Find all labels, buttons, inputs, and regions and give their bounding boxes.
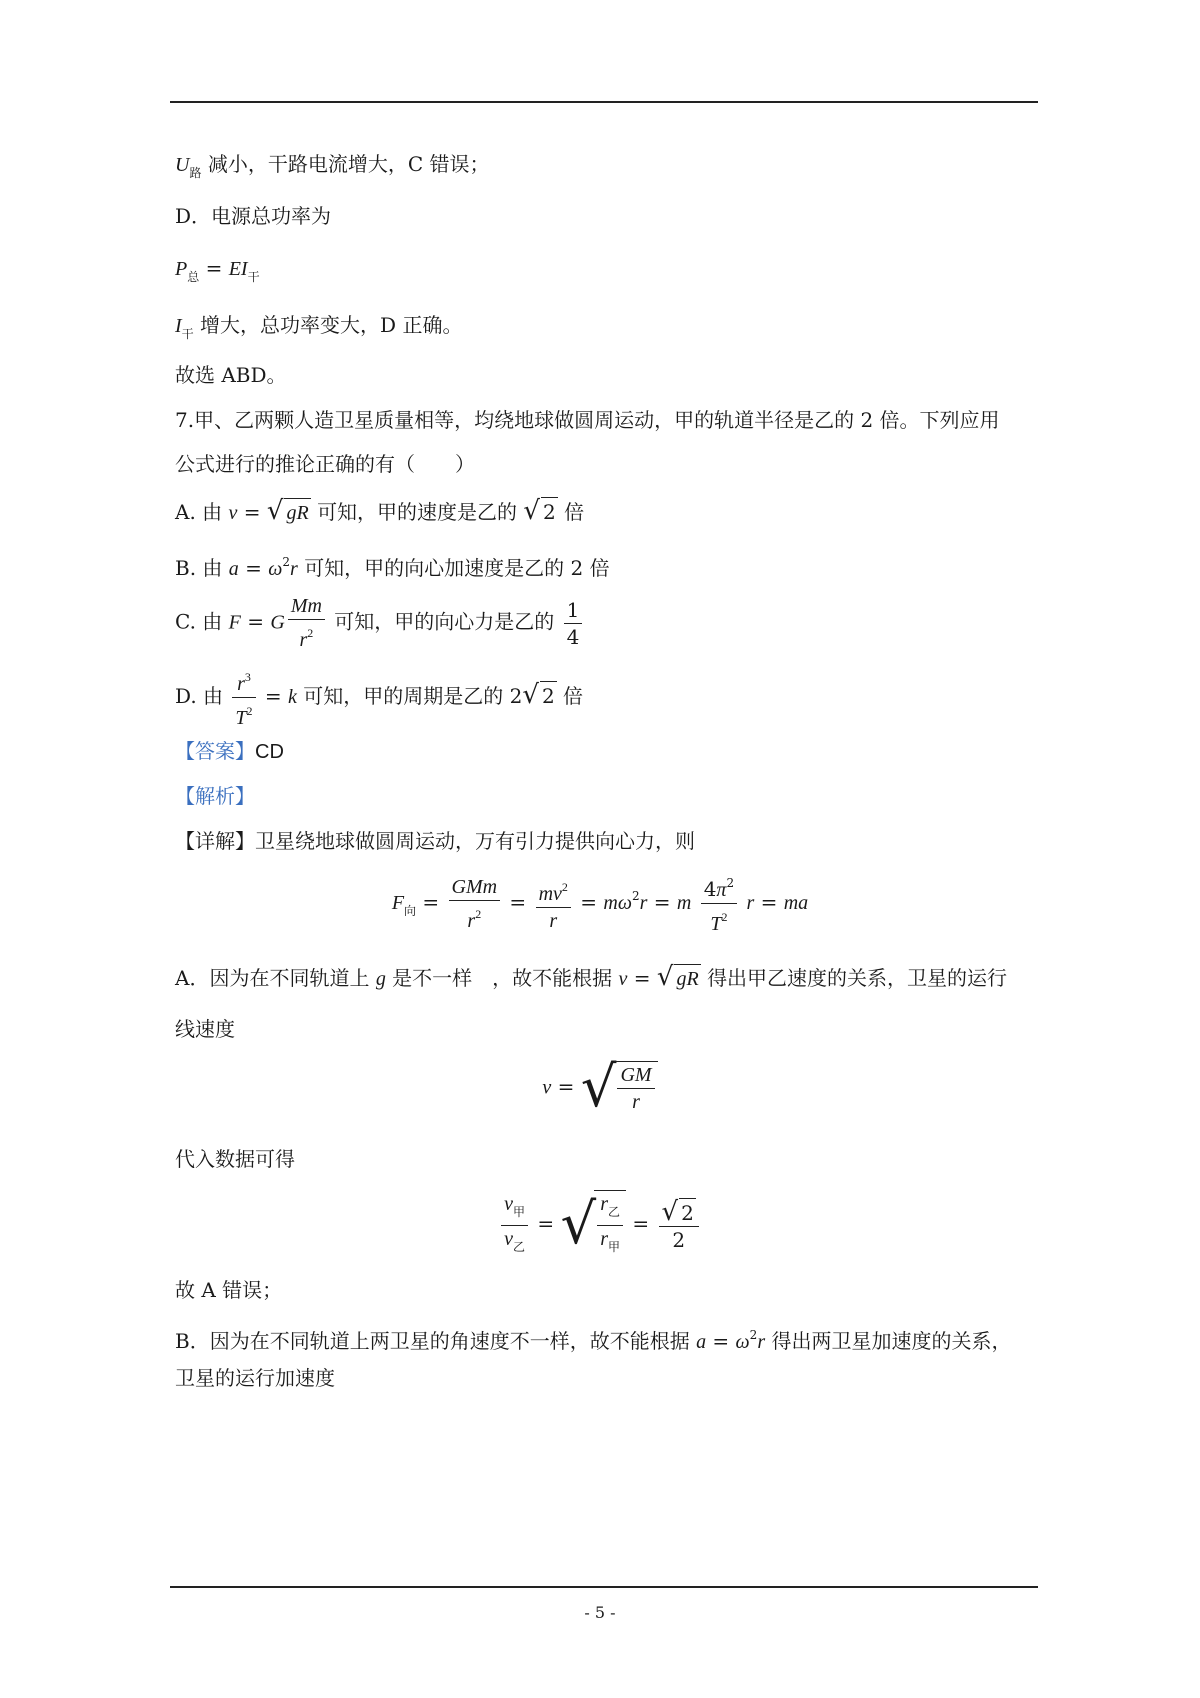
centripetal-force-formula: $F_向$ = $\frac{\text{GMm}}{r^2}$ = $\frac{mv^2}{r}$ = $m\omega^2r = m$ $\frac{4\pi^2}{T^2}$ r = ma: [0, 870, 1200, 937]
answer-line: [175, 739, 284, 764]
option-label: B. 由: [175, 556, 223, 580]
text: 减小，干路电流增大，C 错误；: [207, 152, 490, 176]
text: 7.甲、乙两颗人造卫星质量相等，均绕地球做圆周运动，甲的轨道半径是乙的 2 倍。下列应用: [175, 408, 1000, 432]
answer-value: CD: [255, 741, 284, 763]
math-p-total: $P_总$: [175, 258, 200, 284]
detail-line: [175, 829, 695, 853]
d-formula-line: $P_总 = EI_干$: [175, 256, 260, 284]
text: 故选 ABD。: [175, 363, 287, 387]
q7-stem-line-1: [175, 408, 1000, 432]
analysis-line: [175, 784, 255, 808]
option-d: D. 由 $\frac{r^3}{T^2}$ = k 可知，甲的周期是乙的 2√ 2 倍: [175, 664, 583, 731]
page-number: - 5 -: [584, 1603, 616, 1622]
d-conclusion-line: [175, 313, 462, 346]
math-i-main: $I_干$: [175, 315, 194, 341]
a-analysis-line-2: 线速度: [175, 1017, 235, 1041]
text: 【详解】卫星绕地球做圆周运动，万有引力提供向心力，则: [175, 829, 695, 853]
text: 增大，总功率变大，D 正确。: [200, 313, 463, 337]
prev-answer-line: [175, 363, 287, 387]
option-label: C. 由: [175, 609, 223, 634]
a-analysis-line-1: A．因为在不同轨道上 g 是不一样 ，故不能根据 v = √ gR 得出甲乙速度的关系，卫星的运行: [175, 962, 1008, 992]
option-c: C. 由 F = G $\frac{Mm}{r^2}$ 可知，甲的向心力是乙的 $\frac{1}{4}$: [175, 593, 585, 653]
velocity-ratio-formula: $\frac{v_甲}{v_乙}$ = √ $\frac{r_乙}{r_甲}$ = $\frac{√ 2}{2}$: [0, 1190, 1200, 1260]
option-label: A. 由: [175, 500, 223, 524]
c-conclusion-line: [175, 152, 490, 185]
linear-velocity-formula: v = √ $\frac{GM}{r}$: [0, 1060, 1200, 1116]
substitute-line: 代入数据可得: [175, 1147, 295, 1171]
math-u-road: $U_路$: [175, 154, 202, 180]
option-b: B. 由 $a = \omega^2r$ 可知，甲的向心加速度是乙的 2 倍: [175, 555, 610, 580]
text: 公式进行的推论正确的有（ ）: [175, 452, 475, 476]
analysis-tag: 【解析】: [175, 784, 255, 808]
b-analysis-line-2: 卫星的运行加速度: [175, 1366, 335, 1390]
option-label: D. 由: [175, 684, 224, 708]
footer-rule: [170, 1586, 1038, 1588]
answer-tag: 【答案】: [175, 739, 255, 763]
header-rule: [170, 101, 1038, 103]
text: D．电源总功率为: [175, 204, 332, 228]
option-a: A. 由 v = √ gR 可知，甲的速度是乙的 √ 2 倍: [175, 496, 585, 526]
a-wrong-line: 故 A 错误；: [175, 1278, 283, 1302]
d-intro-line: [175, 204, 331, 228]
q7-stem-line-2: [175, 452, 475, 476]
b-analysis-line-1: B．因为在不同轨道上两卫星的角速度不一样，故不能根据 $a = \omega^2r$ 得出两卫星加速度的关系，: [175, 1328, 1012, 1353]
